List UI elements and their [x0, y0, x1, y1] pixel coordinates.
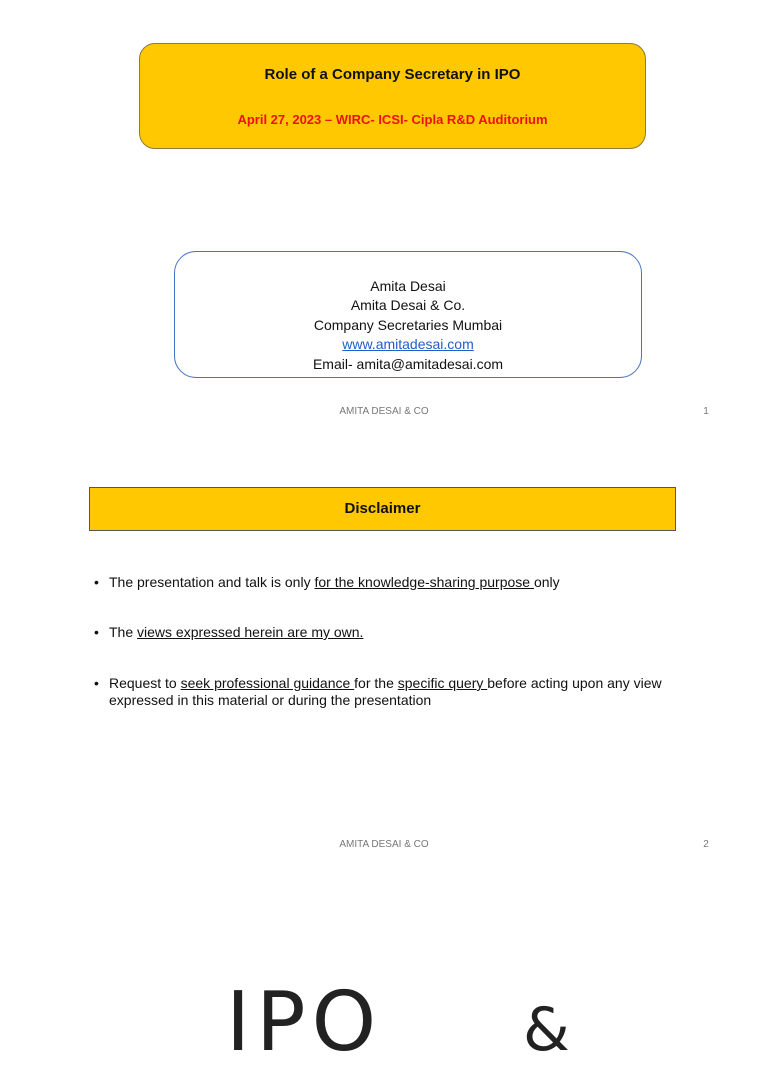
- bullet-3-text-mid: for the: [354, 675, 398, 691]
- slide3-title-partial: IPO: [226, 975, 383, 1070]
- bullet-item-3: [94, 675, 684, 715]
- bullet-icon: •: [94, 574, 99, 590]
- bullet-1-text: The presentation and talk is only: [109, 574, 315, 590]
- bullet-item-1: [94, 574, 684, 594]
- slide-subtitle: April 27, 2023 – WIRC- ICSI- Cipla R&D Auditorium: [237, 112, 548, 127]
- slide2-page-number: 2: [703, 839, 709, 850]
- bullet-icon: •: [94, 675, 99, 691]
- contact-firm: Amita Desai & Co.: [350, 297, 466, 314]
- contact-box: [174, 251, 642, 378]
- slide1-footer: AMITA DESAI & CO: [339, 406, 429, 417]
- slide-title: Role of a Company Secretary in IPO: [264, 66, 521, 83]
- bullet-3-text: Request to: [109, 675, 181, 691]
- contact-email: Email- amita@amitadesai.com: [312, 355, 504, 372]
- bullet-3-text-end: before acting upon any view expressed in this material or during the presentation: [109, 675, 662, 708]
- bullet-1-text-end: only: [533, 574, 560, 590]
- title-box: [139, 43, 646, 149]
- bullet-2-text: The: [109, 624, 138, 640]
- slide1-page-number: 1: [703, 406, 709, 417]
- disclaimer-heading: Disclaimer: [344, 500, 421, 517]
- contact-role: Company Secretaries Mumbai: [313, 316, 503, 333]
- bullet-3-underlined-2: specific query: [397, 675, 488, 691]
- disclaimer-heading-box: [89, 487, 676, 531]
- slide3-ampersand-partial: &: [523, 995, 570, 1065]
- bullet-item-2: [94, 624, 684, 644]
- bullet-2-underlined: views expressed herein are my own.: [137, 624, 364, 640]
- bullet-3-underlined-1: seek professional guidance: [180, 675, 355, 691]
- contact-name: Amita Desai: [370, 278, 446, 294]
- slide2-footer: AMITA DESAI & CO: [339, 839, 429, 850]
- website-link[interactable]: www.amitadesai.com: [342, 336, 474, 353]
- bullet-1-underlined: for the knowledge-sharing purpose: [314, 574, 534, 590]
- bullet-icon: •: [94, 624, 99, 640]
